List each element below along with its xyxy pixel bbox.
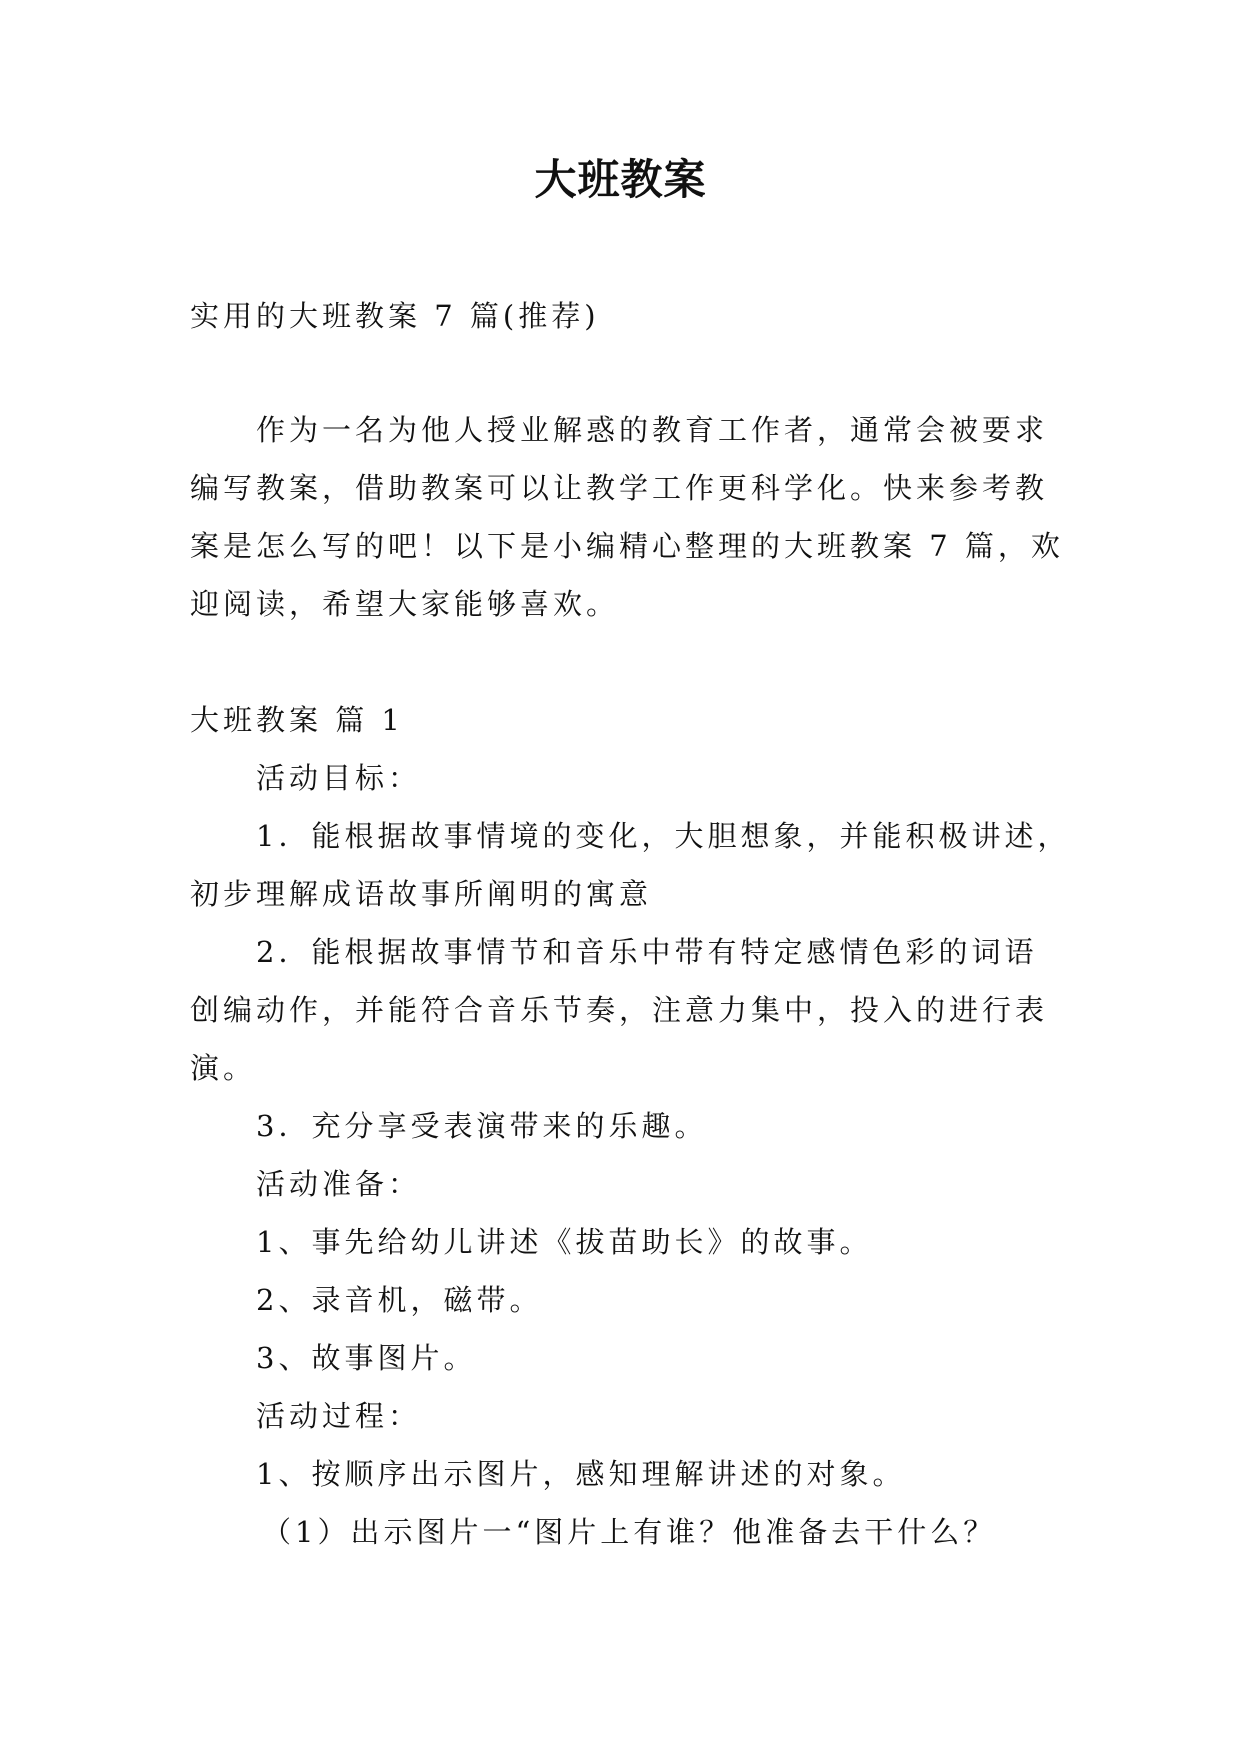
section-heading: 大班教案 篇 1 (190, 703, 404, 737)
process-heading: 活动过程： (256, 1399, 422, 1433)
intro-paragraph-line: 作为一名为他人授业解惑的教育工作者，通常会被要求 (256, 413, 1049, 447)
intro-paragraph-line: 编写教案，借助教案可以让教学工作更科学化。快来参考教 (190, 471, 1049, 505)
document-subtitle: 实用的大班教案 7 篇(推荐) (190, 299, 600, 333)
goal-item-1-continued: 初步理解成语故事所阐明的寓意 (190, 877, 653, 911)
process-step-1: 1、按顺序出示图片，感知理解讲述的对象。 (256, 1457, 906, 1491)
goal-item-2-continued: 演。 (190, 1051, 257, 1085)
preparation-item-3: 3、故事图片。 (256, 1341, 477, 1375)
goals-heading: 活动目标： (256, 761, 422, 795)
preparation-item-2: 2、录音机，磁带。 (256, 1283, 543, 1317)
preparation-heading: 活动准备： (256, 1167, 422, 1201)
preparation-item-1: 1、事先给幼儿讲述《拔苗助长》的故事。 (256, 1225, 873, 1259)
intro-paragraph-line: 案是怎么写的吧！以下是小编精心整理的大班教案 7 篇，欢 (190, 529, 1064, 563)
intro-paragraph-line: 迎阅读，希望大家能够喜欢。 (190, 587, 620, 621)
document-title: 大班教案 (534, 155, 707, 204)
process-step-1-sub-1: （1）出示图片一“图片上有谁？他准备去干什么？ (262, 1515, 997, 1549)
goal-item-2-continued: 创编动作，并能符合音乐节奏，注意力集中，投入的进行表 (190, 993, 1049, 1027)
goal-item-3: 3．充分享受表演带来的乐趣。 (256, 1109, 708, 1143)
goal-item-2: 2．能根据故事情节和音乐中带有特定感情色彩的词语 (256, 935, 1038, 969)
goal-item-1: 1．能根据故事情境的变化，大胆想象，并能积极讲述， (256, 819, 1071, 853)
